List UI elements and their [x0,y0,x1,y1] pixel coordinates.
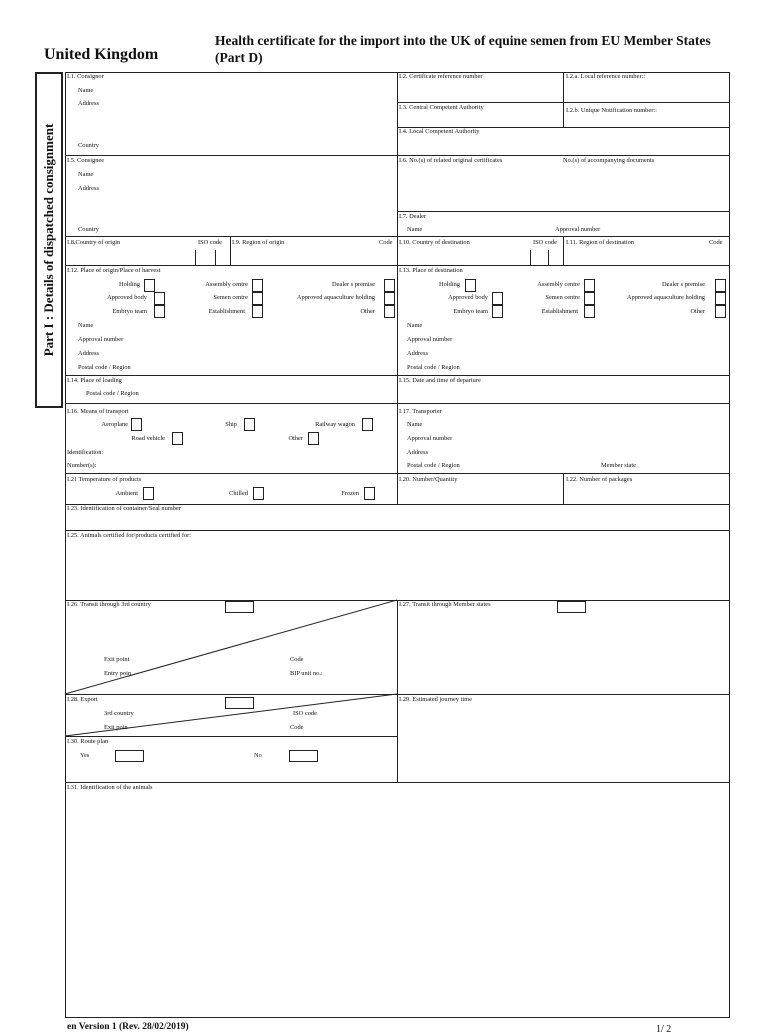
route-yes-box[interactable] [115,750,144,762]
transporter-approval-label: Approval number [407,435,453,442]
origin-address-label: Address [78,350,99,357]
field-1-25-label: I.25. Animals certified for/products certified for: [67,532,192,539]
dealer-name-label: Name [407,226,423,233]
consignee-country-label: Country [78,226,99,233]
field-1-7-label: I.7. Dealer [399,213,427,220]
bip-label: BIP unit no.: [290,670,323,677]
field-1-22-label: I.22. Number of packages [566,476,633,483]
field-1-8-label: I.8.Country of origin [67,239,121,246]
page-number: 1/ 2 [656,1024,672,1035]
ambient-checkbox[interactable] [143,487,154,500]
frozen-checkbox[interactable] [364,487,375,500]
dest-aqua-checkbox[interactable] [715,292,726,305]
ship-checkbox[interactable] [244,418,255,431]
transporter-name-label: Name [407,421,423,428]
field-1-1-label: I.1. Consignor [67,73,104,80]
transit-3rd-country-box[interactable] [225,601,254,613]
transport-other-checkbox[interactable] [308,432,319,445]
origin-assembly-checkbox[interactable] [252,279,263,292]
origin-approved-body-checkbox[interactable] [154,292,165,305]
consignor-country-label: Country [78,142,99,149]
dest-postal-label: Postal code / Region [407,364,460,371]
dest-embryo-label: Embryo team [453,308,488,315]
origin-other-label: Other [360,308,375,315]
transport-other-label: Other [288,435,303,442]
aeroplane-label: Aeroplane [101,421,128,428]
export-exit-point-label: Exit poin [104,724,128,731]
origin-aqua-label: Approved aquaculture holding [296,294,375,301]
dest-approval-label: Approval number [407,336,453,343]
consignor-name-label: Name [78,87,94,94]
origin-semen-centre-checkbox[interactable] [252,292,263,305]
route-yes-label: Yes [80,752,90,759]
consignee-address-label: Address [78,185,99,192]
aeroplane-checkbox[interactable] [131,418,142,431]
field-1-6-label: I.6. No.(s) of related original certificates [399,157,503,164]
origin-assembly-label: Assembly centre [205,281,248,288]
export-code-label: Code [290,724,304,731]
transporter-address-label: Address [407,449,428,456]
transit-member-states-box[interactable] [557,601,586,613]
field-1-27-label: I.27. Transit through Member states [399,601,491,608]
country-heading: United Kingdom [44,46,159,63]
field-1-11-label: I.11. Region of destination [566,239,635,246]
ambient-label: Ambient [115,490,138,497]
dest-holding-label: Holding [439,281,460,288]
field-1-14-label: I.14. Place of loading [67,377,122,384]
origin-dealers-label: Dealer s premise [332,281,375,288]
origin-holding-label: Holding [119,281,140,288]
dest-name-label: Name [407,322,423,329]
dest-other-label: Other [690,308,705,315]
dest-semen-centre-checkbox[interactable] [584,292,595,305]
origin-establishment-checkbox[interactable] [252,305,263,318]
version-footer: en Version 1 (Rev. 28/02/2019) [67,1022,189,1032]
field-1-29-label: I.29. Estimated journey time [399,696,472,703]
route-no-label: No [254,752,262,759]
origin-dealers-checkbox[interactable] [384,279,395,292]
consignor-address-label: Address [78,100,99,107]
exit-point-label: Exit point [104,656,130,663]
dest-assembly-label: Assembly centre [537,281,580,288]
chilled-label: Chilled [229,490,248,497]
dest-other-checkbox[interactable] [715,305,726,318]
chilled-checkbox[interactable] [253,487,264,500]
origin-semen-centre-label: Semen centre [213,294,248,301]
road-vehicle-checkbox[interactable] [172,432,183,445]
railway-label: Railway wagon [315,421,355,428]
field-1-9-label: I.9. Region of origin [232,239,285,246]
railway-checkbox[interactable] [362,418,373,431]
ship-label: Ship [225,421,237,428]
dest-address-label: Address [407,350,428,357]
dest-establishment-checkbox[interactable] [584,305,595,318]
consignee-name-label: Name [78,171,94,178]
route-no-box[interactable] [289,750,318,762]
origin-other-checkbox[interactable] [384,305,395,318]
third-country-label: 3rd country [104,710,134,717]
field-1-31-label: I.31. Identification of the animals [67,784,153,791]
field-1-21-label: I.21 Temperature of products [67,476,142,483]
field-1-2a-label: I.2.a. Local reference number:: [566,73,646,80]
iso-code-label-right: ISO code [533,239,557,246]
dest-dealers-label: Dealer s premise [662,281,705,288]
dest-dealers-checkbox[interactable] [715,279,726,292]
field-1-13-label: I.13. Place of destination [399,267,463,274]
field-1-16-label: I.16. Means of transport [67,408,129,415]
dest-aqua-label: Approved aquaculture holding [626,294,705,301]
transporter-postal-label: Postal code / Region [407,462,460,469]
dest-assembly-checkbox[interactable] [584,279,595,292]
origin-aqua-checkbox[interactable] [384,292,395,305]
iso-code-label-left: ISO code [198,239,222,246]
field-1-20-label: I.20. Number/Quantity [399,476,458,483]
dest-semen-centre-label: Semen centre [545,294,580,301]
field-1-23-label: I.23. Identification of container/Seal number [67,505,181,512]
dest-establishment-label: Establishment [541,308,578,315]
origin-holding-checkbox[interactable] [144,279,155,292]
export-box[interactable] [225,697,254,709]
origin-embryo-label: Embryo team [112,308,147,315]
numbers-label: Number(s): [67,462,97,469]
origin-postal-label: Postal code / Region [78,364,131,371]
transit-code-label: Code [290,656,304,663]
field-1-10-label: I.10. Country of destination [399,239,470,246]
loading-postal-label: Postal code / Region [86,390,139,397]
dealer-approval-label: Approval number [555,226,601,233]
field-1-4-label: I.4. Local Competent Authority [399,128,480,135]
certificate-title: Health certificate for the import into the UK of equine semen from EU Member States (Part D) [215,33,711,65]
code-label-left: Code [379,239,393,246]
field-1-17-label: I.17. Transporter [399,408,442,415]
origin-approval-label: Approval number [78,336,124,343]
origin-embryo-checkbox[interactable] [154,305,165,318]
field-1-12-label: I.12. Place of origin/Place of harvest [67,267,161,274]
field-1-6b-label: No.(s) of accompanying documents [563,157,655,164]
field-1-2-label: I.2. Certificate reference number [399,73,483,80]
code-label-right: Code [709,239,723,246]
field-1-5-label: I.5. Consignee [67,157,105,164]
entry-point-label: Entry poin [104,670,132,677]
field-1-3-label: I.3. Central Competent Authority [399,104,484,111]
export-iso-code-label: ISO code [293,710,317,717]
field-1-30-label: I.30. Route plan [67,738,109,745]
frozen-label: Frozen [341,490,359,497]
field-1-28-label: I.28. Export [67,696,98,703]
origin-approved-body-label: Approved body [107,294,147,301]
dest-holding-checkbox[interactable] [465,279,476,292]
origin-establishment-label: Establishment [208,308,245,315]
identification-label: Identification: [67,449,104,456]
member-state-label: Member state [601,462,636,469]
origin-name-label: Name [78,322,94,329]
road-vehicle-label: Road vehicle [131,435,165,442]
field-1-2b-label: I.2.b. Unique Notification number:: [566,107,657,114]
dest-approved-body-label: Approved body [448,294,488,301]
field-1-26-label: I.26. Transit through 3rd country [67,601,151,608]
field-1-15-label: I.15. Date and time of departure [399,377,481,384]
side-label-text: Part I : Details of dispatched consignment [41,123,56,357]
